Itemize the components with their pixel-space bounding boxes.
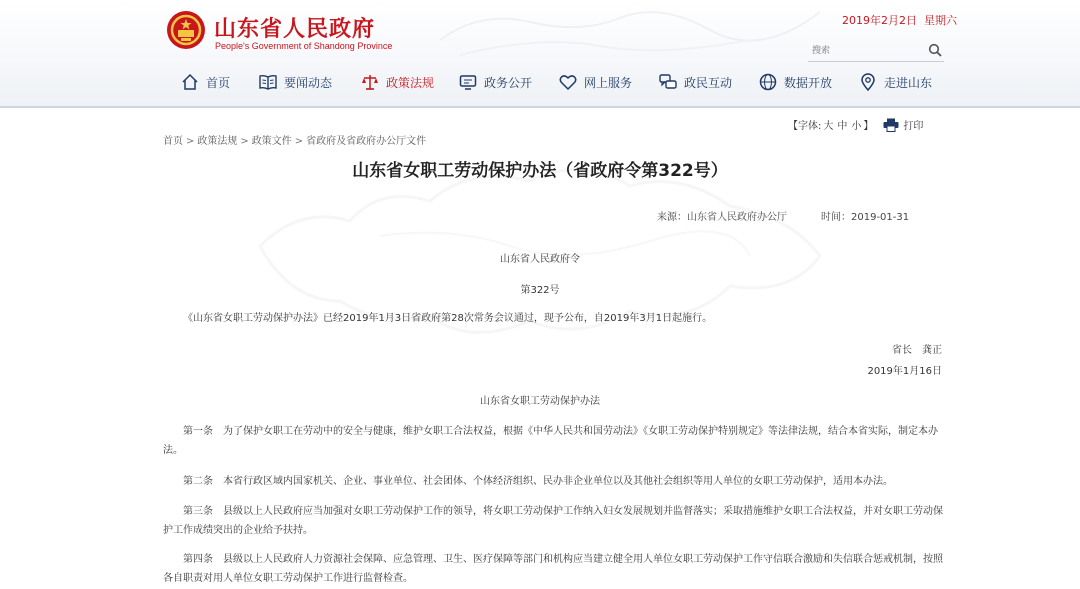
breadcrumb-policy-docs[interactable]: 政策文件: [251, 136, 292, 147]
font-size-toolbar: [788, 117, 923, 132]
nav-label-policy: 政策法规: [386, 75, 435, 90]
date-display: [842, 12, 957, 28]
breadcrumb-separator: >: [294, 136, 304, 147]
breadcrumb-home[interactable]: 首页: [163, 136, 183, 147]
font-label-close: 】: [863, 121, 874, 132]
nav-label-open-data: 数据开放: [784, 75, 833, 90]
scales-icon: [360, 72, 380, 92]
law-title: 山东省女职工劳动保护办法: [480, 396, 600, 407]
nav-label-home: 首页: [206, 75, 231, 90]
national-emblem-icon[interactable]: [166, 10, 206, 50]
nav-item-online-service[interactable]: [558, 70, 632, 94]
news-icon: [258, 72, 278, 92]
order-issuer: 山东省人民政府令: [500, 254, 580, 265]
sign-date: 2019年1月16日: [867, 366, 942, 377]
font-label-open: 【字体:: [788, 121, 822, 132]
order-number: 第322号: [520, 285, 560, 296]
nav-item-interaction[interactable]: [658, 70, 732, 94]
article-content: [0, 108, 1080, 589]
nav-label-gov-affairs: 政务公开: [484, 75, 533, 90]
nav-item-shandong[interactable]: [858, 70, 932, 94]
article-title: 山东省女职工劳动保护办法（省政府令第322号）: [352, 161, 728, 181]
signature: 省长 龚正: [892, 345, 942, 356]
search-input[interactable]: [812, 42, 922, 59]
globe-icon: [758, 72, 778, 92]
font-size-medium[interactable]: 中: [837, 121, 848, 132]
nav-item-home[interactable]: [180, 70, 230, 94]
site-title[interactable]: 山东省人民政府: [214, 17, 376, 42]
breadcrumb-separator: >: [186, 136, 195, 147]
heart-icon: [558, 72, 578, 92]
nav-label-interaction: 政民互动: [684, 75, 733, 90]
print-label: 打印: [903, 121, 924, 132]
font-size-small[interactable]: 小: [851, 121, 862, 132]
nav-item-open-data[interactable]: [758, 70, 832, 94]
print-button[interactable]: [883, 117, 923, 132]
chat-icon: [658, 72, 678, 92]
breadcrumb-policy[interactable]: 政策法规: [197, 136, 238, 147]
monitor-icon: [458, 72, 478, 92]
article-meta: [657, 208, 943, 223]
location-icon: [858, 72, 878, 92]
nav-item-gov-affairs[interactable]: [458, 70, 532, 94]
map-watermark: [420, 0, 840, 60]
current-weekday: 星期六: [924, 14, 957, 27]
article-paragraph: 第三条 县级以上人民政府应当加强对女职工劳动保护工作的领导，将女职工劳动保护工作纳入妇女发展规划并监督落实；采取措施维护女职工合法权益，并对女职工劳动保护工作成绩突出的企业给予扶持。: [163, 506, 943, 536]
article-paragraph: 第四条 县级以上人民政府人力资源社会保障、应急管理、卫生、医疗保障等部门和机构应当建立健全用人单位女职工劳动保护工作守信联合激励和失信联合惩戒机制，按照各自职责对用人单位女职工劳动保护工作进行监督检查。: [163, 554, 943, 584]
search-box: [808, 40, 944, 62]
font-size-large[interactable]: 大: [823, 121, 834, 132]
article-source: 来源：山东省人民政府办公厅: [657, 212, 787, 223]
breadcrumb: [163, 132, 426, 147]
nav-label-online-service: 网上服务: [584, 75, 633, 90]
search-icon[interactable]: [928, 43, 942, 57]
nav-item-policy[interactable]: [360, 70, 434, 94]
site-header: [0, 0, 1080, 108]
nav-item-news[interactable]: [258, 70, 332, 94]
article-paragraph: 第一条 为了保护女职工在劳动中的安全与健康，维护女职工合法权益，根据《中华人民共和国劳动法》《女职工劳动保护特别规定》等法律法规，结合本省实际，制定本办法。: [163, 426, 938, 456]
breadcrumb-gov-docs[interactable]: 省政府及省政府办公厅文件: [306, 136, 427, 147]
printer-icon: [883, 118, 899, 132]
home-icon: [180, 72, 200, 92]
article-paragraph: 第二条 本省行政区域内国家机关、企业、事业单位、社会团体、个体经济组织、民办非企业单位以及其他社会组织等用人单位的女职工劳动保护，适用本办法。: [183, 476, 893, 487]
breadcrumb-separator: >: [240, 136, 249, 147]
nav-label-shandong: 走进山东: [884, 75, 933, 90]
promulgation-paragraph: 《山东省女职工劳动保护办法》已经2019年1月3日省政府第28次常务会议通过，现予公布，自2019年3月1日起施行。: [183, 313, 713, 324]
current-date: 2019年2月2日: [842, 14, 917, 27]
article-time: 时间：2019-01-31: [821, 212, 910, 223]
nav-label-news: 要闻动态: [284, 75, 333, 90]
site-subtitle: People's Government of Shandong Province: [215, 41, 393, 51]
